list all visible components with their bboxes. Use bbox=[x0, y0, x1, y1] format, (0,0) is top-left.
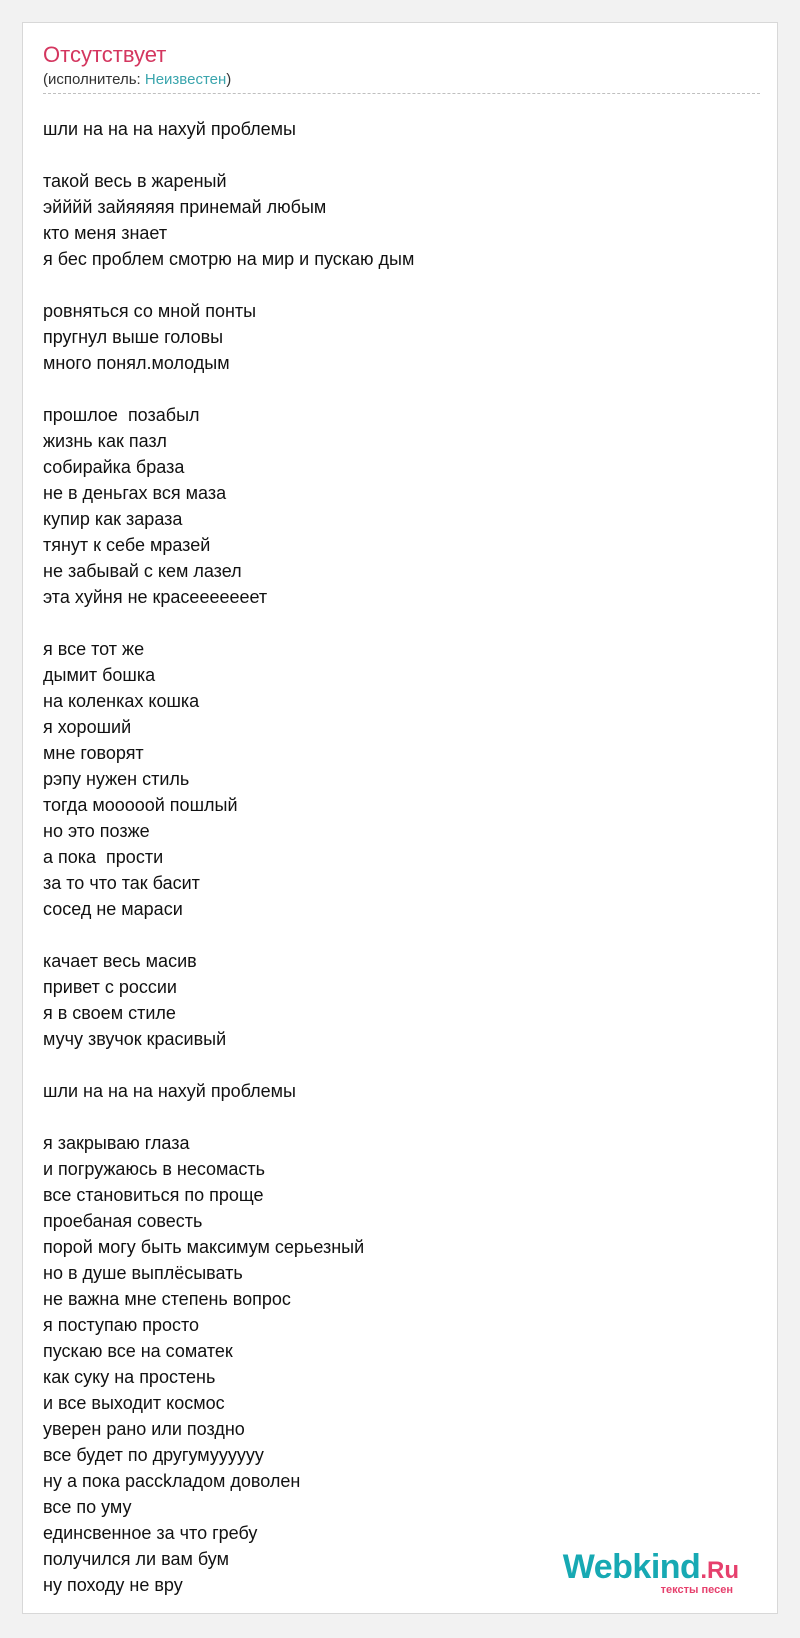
lyric-line: качает весь масив bbox=[43, 951, 197, 971]
lyric-line: много понял.молодым bbox=[43, 353, 230, 373]
lyric-line: пускаю все на соматек bbox=[43, 1341, 233, 1361]
lyric-line: тянут к себе мразей bbox=[43, 535, 211, 555]
artist-link[interactable]: Неизвестен bbox=[144, 71, 227, 88]
lyric-line: жизнь как пазл bbox=[43, 431, 167, 451]
artist-line bbox=[43, 71, 231, 89]
lyric-line: но это позже bbox=[43, 821, 150, 841]
lyric-line: такой весь в жареный bbox=[43, 171, 227, 191]
lyric-line: шли на на на нахуй проблемы bbox=[43, 119, 296, 139]
lyric-line: эта хуйня не красееееееет bbox=[43, 587, 268, 607]
lyric-line: сосед не мараси bbox=[43, 899, 183, 919]
lyric-line: и погружаюсь в несомасть bbox=[43, 1159, 266, 1179]
lyric-blank-line bbox=[43, 272, 743, 298]
lyric-line: рэпу нужен стиль bbox=[43, 769, 190, 789]
lyric-line: я в своем стиле bbox=[43, 1003, 176, 1023]
lyric-line: не важна мне степень вопрос bbox=[43, 1289, 291, 1309]
lyric-line: я закрываю глаза bbox=[43, 1133, 190, 1153]
lyric-line: как суку на простень bbox=[43, 1367, 216, 1387]
lyric-line: мучу звучок красивый bbox=[43, 1029, 227, 1049]
lyric-blank-line bbox=[43, 376, 743, 402]
lyric-line: мне говорят bbox=[43, 743, 144, 763]
lyric-line: дымит бошка bbox=[43, 665, 156, 685]
artist-suffix: ) bbox=[226, 71, 232, 88]
lyric-line: шли на на на нахуй проблемы bbox=[43, 1081, 296, 1101]
lyric-line: эйййй зайяяяяя принемай любым bbox=[43, 197, 327, 217]
lyric-line: все становиться по проще bbox=[43, 1185, 264, 1205]
lyric-line: все по уму bbox=[43, 1497, 132, 1517]
lyric-line: и все выходит космос bbox=[43, 1393, 225, 1413]
lyric-line: собирайка браза bbox=[43, 457, 185, 477]
lyric-line: порой могу быть максимум серьезный bbox=[43, 1237, 365, 1257]
lyric-line: получился ли вам бум bbox=[43, 1549, 229, 1569]
lyric-blank-line bbox=[43, 142, 743, 168]
logo-tagline: тексты песен bbox=[660, 1584, 733, 1596]
lyric-line: я поступаю просто bbox=[43, 1315, 200, 1335]
lyric-line: проебаная совесть bbox=[43, 1211, 203, 1231]
lyric-line: ну а пока рассkладом доволен bbox=[43, 1471, 301, 1491]
lyric-line: купир как зараза bbox=[43, 509, 183, 529]
lyric-line: ну походу не вру bbox=[43, 1575, 183, 1595]
lyric-line: я все тот же bbox=[43, 639, 145, 659]
lyric-line: на коленках кошка bbox=[43, 691, 200, 711]
lyric-blank-line bbox=[43, 1104, 743, 1130]
lyric-line: а пока прости bbox=[43, 847, 164, 867]
site-logo[interactable] bbox=[539, 1548, 739, 1596]
lyric-line: не в деньгах вся маза bbox=[43, 483, 227, 503]
lyric-blank-line bbox=[43, 610, 743, 636]
lyric-line: не забывай с кем лазел bbox=[43, 561, 242, 581]
lyric-blank-line bbox=[43, 1052, 743, 1078]
lyric-line: тогда мооооой пошлый bbox=[43, 795, 238, 815]
lyric-blank-line bbox=[43, 922, 743, 948]
song-title: Отсутствует bbox=[43, 42, 167, 67]
artist-prefix: (исполнитель: bbox=[43, 71, 145, 88]
logo-wordmark: Webkind bbox=[562, 1548, 701, 1586]
lyric-line: пругнул выше головы bbox=[43, 327, 224, 347]
lyric-line: прошлое позабыл bbox=[43, 405, 200, 425]
lyric-line: единсвенное за что гребу bbox=[43, 1523, 258, 1543]
lyric-line: я бес проблем смотрю на мир и пускаю дым bbox=[43, 249, 415, 269]
logo-domain-suffix: .Ru bbox=[700, 1557, 739, 1584]
lyric-line: я хороший bbox=[43, 717, 132, 737]
lyric-line: кто меня знает bbox=[43, 223, 168, 243]
lyric-line: все будет по другумуууууу bbox=[43, 1445, 264, 1465]
lyric-line: уверен рано или поздно bbox=[43, 1419, 245, 1439]
lyric-line: привет с россии bbox=[43, 977, 177, 997]
lyrics-page bbox=[22, 22, 778, 1614]
lyric-line: но в душе выплёсывать bbox=[43, 1263, 243, 1283]
lyric-line: за то что так басит bbox=[43, 873, 200, 893]
lyrics-text bbox=[43, 116, 743, 1598]
title-divider bbox=[43, 93, 760, 94]
lyric-line: ровняться со мной понты bbox=[43, 301, 257, 321]
